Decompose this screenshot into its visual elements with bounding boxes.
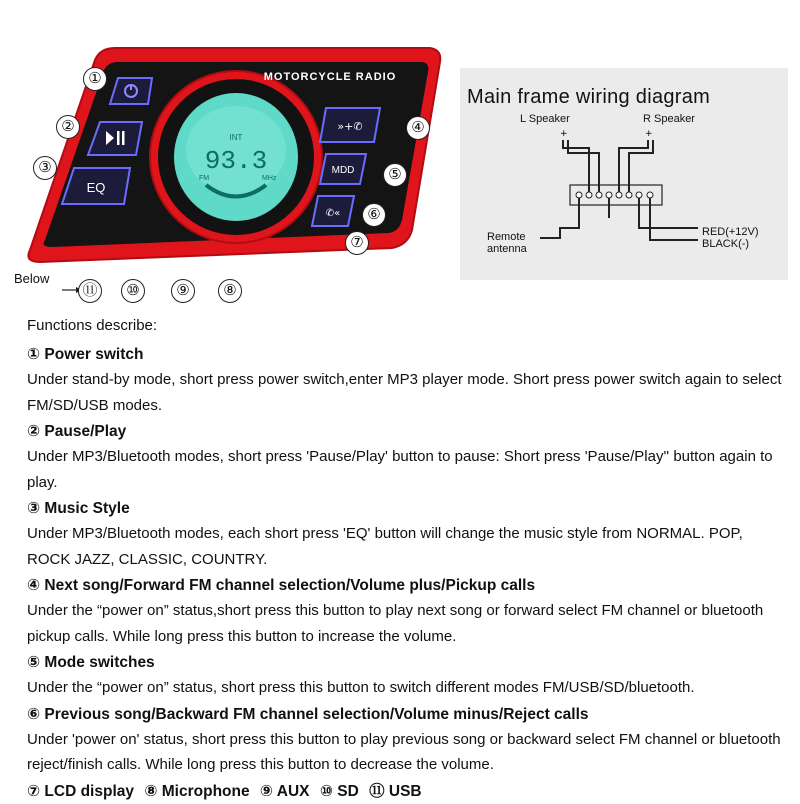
callout-9: ⑨ [171,279,195,303]
lcd-int-label: INT [229,133,243,142]
next-call-icon: »+✆ [337,120,363,133]
eq-button[interactable] [62,168,130,204]
function-item [27,651,787,701]
wiring-diagram [460,68,788,280]
svg-text:+: + [645,129,653,139]
function-heading: ② Pause/Play [27,423,127,440]
function-heading: ① Power switch [27,346,144,363]
function-heading: ④ Next song/Forward FM channel selection/Volume plus/Pickup calls [27,577,536,594]
callout-8: ⑧ [218,279,242,303]
function-heading: ⑥ Previous song/Backward FM channel selection/Volume minus/Reject calls [27,705,589,723]
callout-6: ⑥ [362,203,386,227]
footer-usb: ⑪ USB [369,782,422,800]
l-speaker-label: L Speaker [520,113,570,125]
radio-body [0,0,450,310]
callout-4: ④ [406,116,430,140]
function-item [27,343,787,418]
callout-1: ① [83,67,107,91]
lcd-frequency: 93.3 [204,146,268,176]
footer-lcd-display: ⑦ LCD display [27,782,135,800]
next-volume-plus-button[interactable] [320,108,380,142]
eq-button-label: EQ [86,180,106,195]
function-description: Under 'power on' status, short press this button to play previous song or backward select FM channel or bluetooth reject/finish calls. While long press this button to decrease the volume. [27,730,781,773]
function-description: Under the “power on” status, short press this button to switch different modes FM/USB/SD/bluetooth. [27,679,695,696]
mode-button[interactable] [320,154,366,184]
function-description: Under the “power on” status,short press this button to play next song or forward select FM channel or bluetooth pickup calls. While long press this button to increase the volume. [27,602,764,645]
function-description: Under MP3/Bluetooth modes, short press 'Pause/Play' button to pause: Short press 'Pause/Play'' button again to play. [27,448,773,491]
callout-5: ⑤ [383,163,407,187]
r-speaker-label: R Speaker [643,113,695,125]
callout-11: ⑪ [78,279,102,303]
callout-10: ⑩ [121,279,145,303]
wiring-title: Main frame wiring diagram [467,86,711,108]
function-item [27,420,787,495]
callout-3: ③ [33,156,57,180]
lcd-mhz-label: MHz [262,175,277,182]
remote-antenna-label-2: antenna [487,243,527,255]
callout-2: ② [56,115,80,139]
function-description: Under MP3/Bluetooth modes, each short press 'EQ' button will change the music style from NORMAL. POP, ROCK JAZZ, CLASSIC, COUNTRY. [27,525,743,568]
radio-illustration [0,0,450,310]
footer-aux: ⑨ AUX [259,782,310,800]
radio-title: MOTORCYCLE RADIO [263,71,397,83]
function-heading: ③ Music Style [27,500,130,517]
below-label: Below [14,271,50,286]
wiring-lines [460,68,788,280]
footer-microphone: ⑧ Microphone [144,782,250,800]
function-item [27,574,787,649]
function-item [27,497,787,572]
lcd-fm-label: FM [199,175,210,182]
footer-sd: ⑩ SD [319,782,359,800]
remote-antenna-label-1: Remote [487,231,526,243]
mode-button-label: MDD [331,165,355,176]
function-item [27,703,787,778]
callout-7: ⑦ [345,231,369,255]
power-button[interactable] [110,78,152,104]
function-description: Under stand-by mode, short press power switch,enter MP3 player mode. Short press power switch again to select FM/SD/USB modes. [27,371,782,414]
svg-text:+: + [560,129,568,139]
prev-reject-icon: ✆« [325,208,341,219]
black-wire-label: BLACK(-) [702,238,750,250]
functions-intro: Functions describe: [27,317,158,334]
functions-section [27,317,787,804]
prev-volume-minus-button[interactable] [312,196,354,226]
red-wire-label: RED(+12V) [702,226,759,238]
function-heading: ⑤ Mode switches [27,654,155,671]
